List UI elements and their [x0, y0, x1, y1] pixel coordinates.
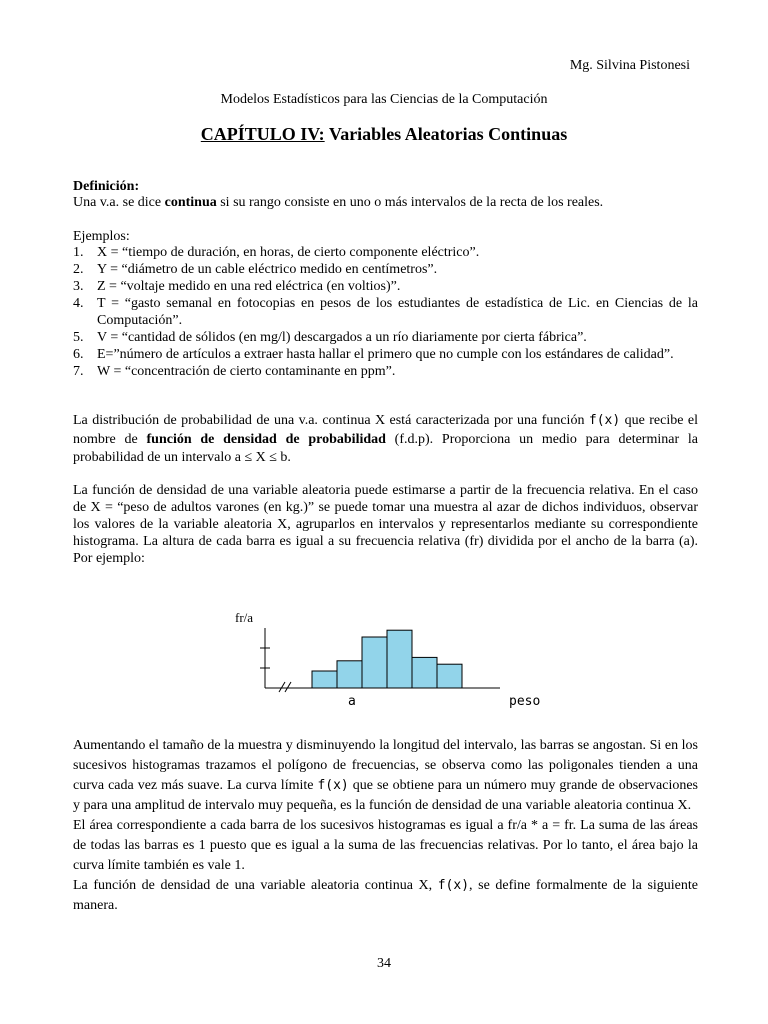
example-text: W = “concentración de cierto contaminante en ppm”. [97, 364, 396, 379]
example-item [73, 346, 698, 363]
fdp-term: función de densidad de probabilidad [146, 431, 386, 447]
example-number: 7. [73, 364, 84, 379]
example-number: 5. [73, 330, 84, 345]
example-text: Z = “voltaje medido en una red eléctrica (en voltios)”. [97, 279, 401, 294]
histogram-bar [387, 630, 412, 688]
para3-text-1: Aumentando el tamaño de la muestra y disminuyendo la longitud del intervalo, las barras se angostan. Si en los sucesivos histogramas trazamos el polígono de frecuencias, se observa como las poligonales tienden a una curva cada vez más suave. La curva límite [73, 738, 698, 793]
example-text: E=”número de artículos a extraer hasta hallar el primero que no cumple con los estándares de calidad”. [97, 347, 674, 362]
example-item [73, 363, 698, 380]
para3-text-4: La función de densidad de una variable aleatoria continua X, [73, 878, 438, 893]
histogram-bar [437, 664, 462, 688]
paragraph-limit-curve [73, 736, 698, 916]
example-item [73, 278, 698, 295]
author-name: Mg. Silvina Pistonesi [569, 58, 690, 73]
para3-text-3: El área correspondiente a cada barra de los sucesivos histogramas es igual a fr/a * a = fr. La suma de las áreas de todas las barras es 1 puesto que es igual a la suma de las frecuencias relativas. Por lo tanto, el área bajo la curva límite también es vale 1. [73, 818, 698, 873]
histogram-bar [337, 661, 362, 688]
y-axis-label: fr/a [235, 610, 254, 625]
example-number: 1. [73, 245, 84, 260]
para1-text-a: La distribución de probabilidad de una v.a. continua X está caracterizada por una función [73, 413, 589, 428]
example-item [73, 295, 698, 329]
chapter-subject: Variables Aleatorias Continuas [328, 124, 568, 144]
histogram-bar [412, 657, 437, 688]
definition-term: continua [164, 195, 217, 210]
histogram-bar [312, 671, 337, 688]
fx-notation: f(x) [588, 413, 621, 428]
example-number: 3. [73, 279, 84, 294]
axis-break-mark [279, 682, 285, 692]
page-number: 34 [377, 956, 391, 971]
bars-group [312, 630, 462, 688]
x-axis-label: peso [509, 694, 541, 709]
example-item [73, 261, 698, 278]
example-number: 4. [73, 296, 84, 311]
examples-list [73, 244, 698, 380]
example-number: 2. [73, 262, 84, 277]
para1-text-b: que recibe el nombre de [73, 413, 698, 447]
example-item [73, 244, 698, 261]
bar-width-label: a [348, 694, 356, 709]
chapter-number: CAPÍTULO IV: [200, 124, 325, 144]
para3-text-2: que se obtiene para un número muy grande de observaciones y para una amplitud de intervalo muy pequeña, es la función de densidad de una variable aleatoria continua X. [73, 778, 699, 813]
example-number: 6. [73, 347, 84, 362]
histogram-bar [362, 637, 387, 688]
axis-break-mark [285, 682, 291, 692]
histogram-chart [230, 600, 560, 715]
course-title: Modelos Estadísticos para las Ciencias de la Computación [220, 92, 548, 107]
example-text: V = “cantidad de sólidos (en mg/l) descargados a un río diariamente por cierta fábrica”. [97, 330, 587, 345]
para1-text-c: (f.d.p). Proporciona un medio para determinar la probabilidad de un intervalo a ≤ X ≤ b. [73, 431, 698, 465]
example-text: T = “gasto semanal en fotocopias en pesos de los estudiantes de estadística de Lic. en Ciencias de la Computación”. [97, 296, 698, 328]
chapter-title [0, 124, 768, 145]
paragraph-histogram: La función de densidad de una variable aleatoria puede estimarse a partir de la frecuencia relativa. En el caso de X = “peso de adultos varones (en kg.)” se puede tomar una muestra al azar de dichos individuos, observar los valores de la variable aleatoria X, agruparlos en intervalos y representarlos mediante su correspondiente histograma. La altura de cada barra es igual a su frecuencia relativa (fr) dividida por el ancho de la barra (a). Por ejemplo: [73, 483, 698, 566]
definition-text [73, 194, 698, 211]
para3-text-5: , se define formalmente de la siguiente manera. [73, 878, 698, 913]
example-item [73, 329, 698, 346]
fx-notation: f(x) [317, 778, 349, 793]
fx-notation: f(x) [437, 878, 470, 893]
paragraph-density [73, 412, 698, 468]
examples-heading: Ejemplos: [73, 229, 130, 244]
example-text: Y = “diámetro de un cable eléctrico medido en centímetros”. [97, 262, 438, 277]
definition-text-b: si su rango consiste en uno o más intervalos de la recta de los reales. [216, 195, 604, 210]
definition-text-a: Una v.a. se dice [73, 195, 165, 210]
definition-heading: Definición: [73, 179, 140, 194]
example-text: X = “tiempo de duración, en horas, de cierto componente eléctrico”. [97, 245, 480, 260]
